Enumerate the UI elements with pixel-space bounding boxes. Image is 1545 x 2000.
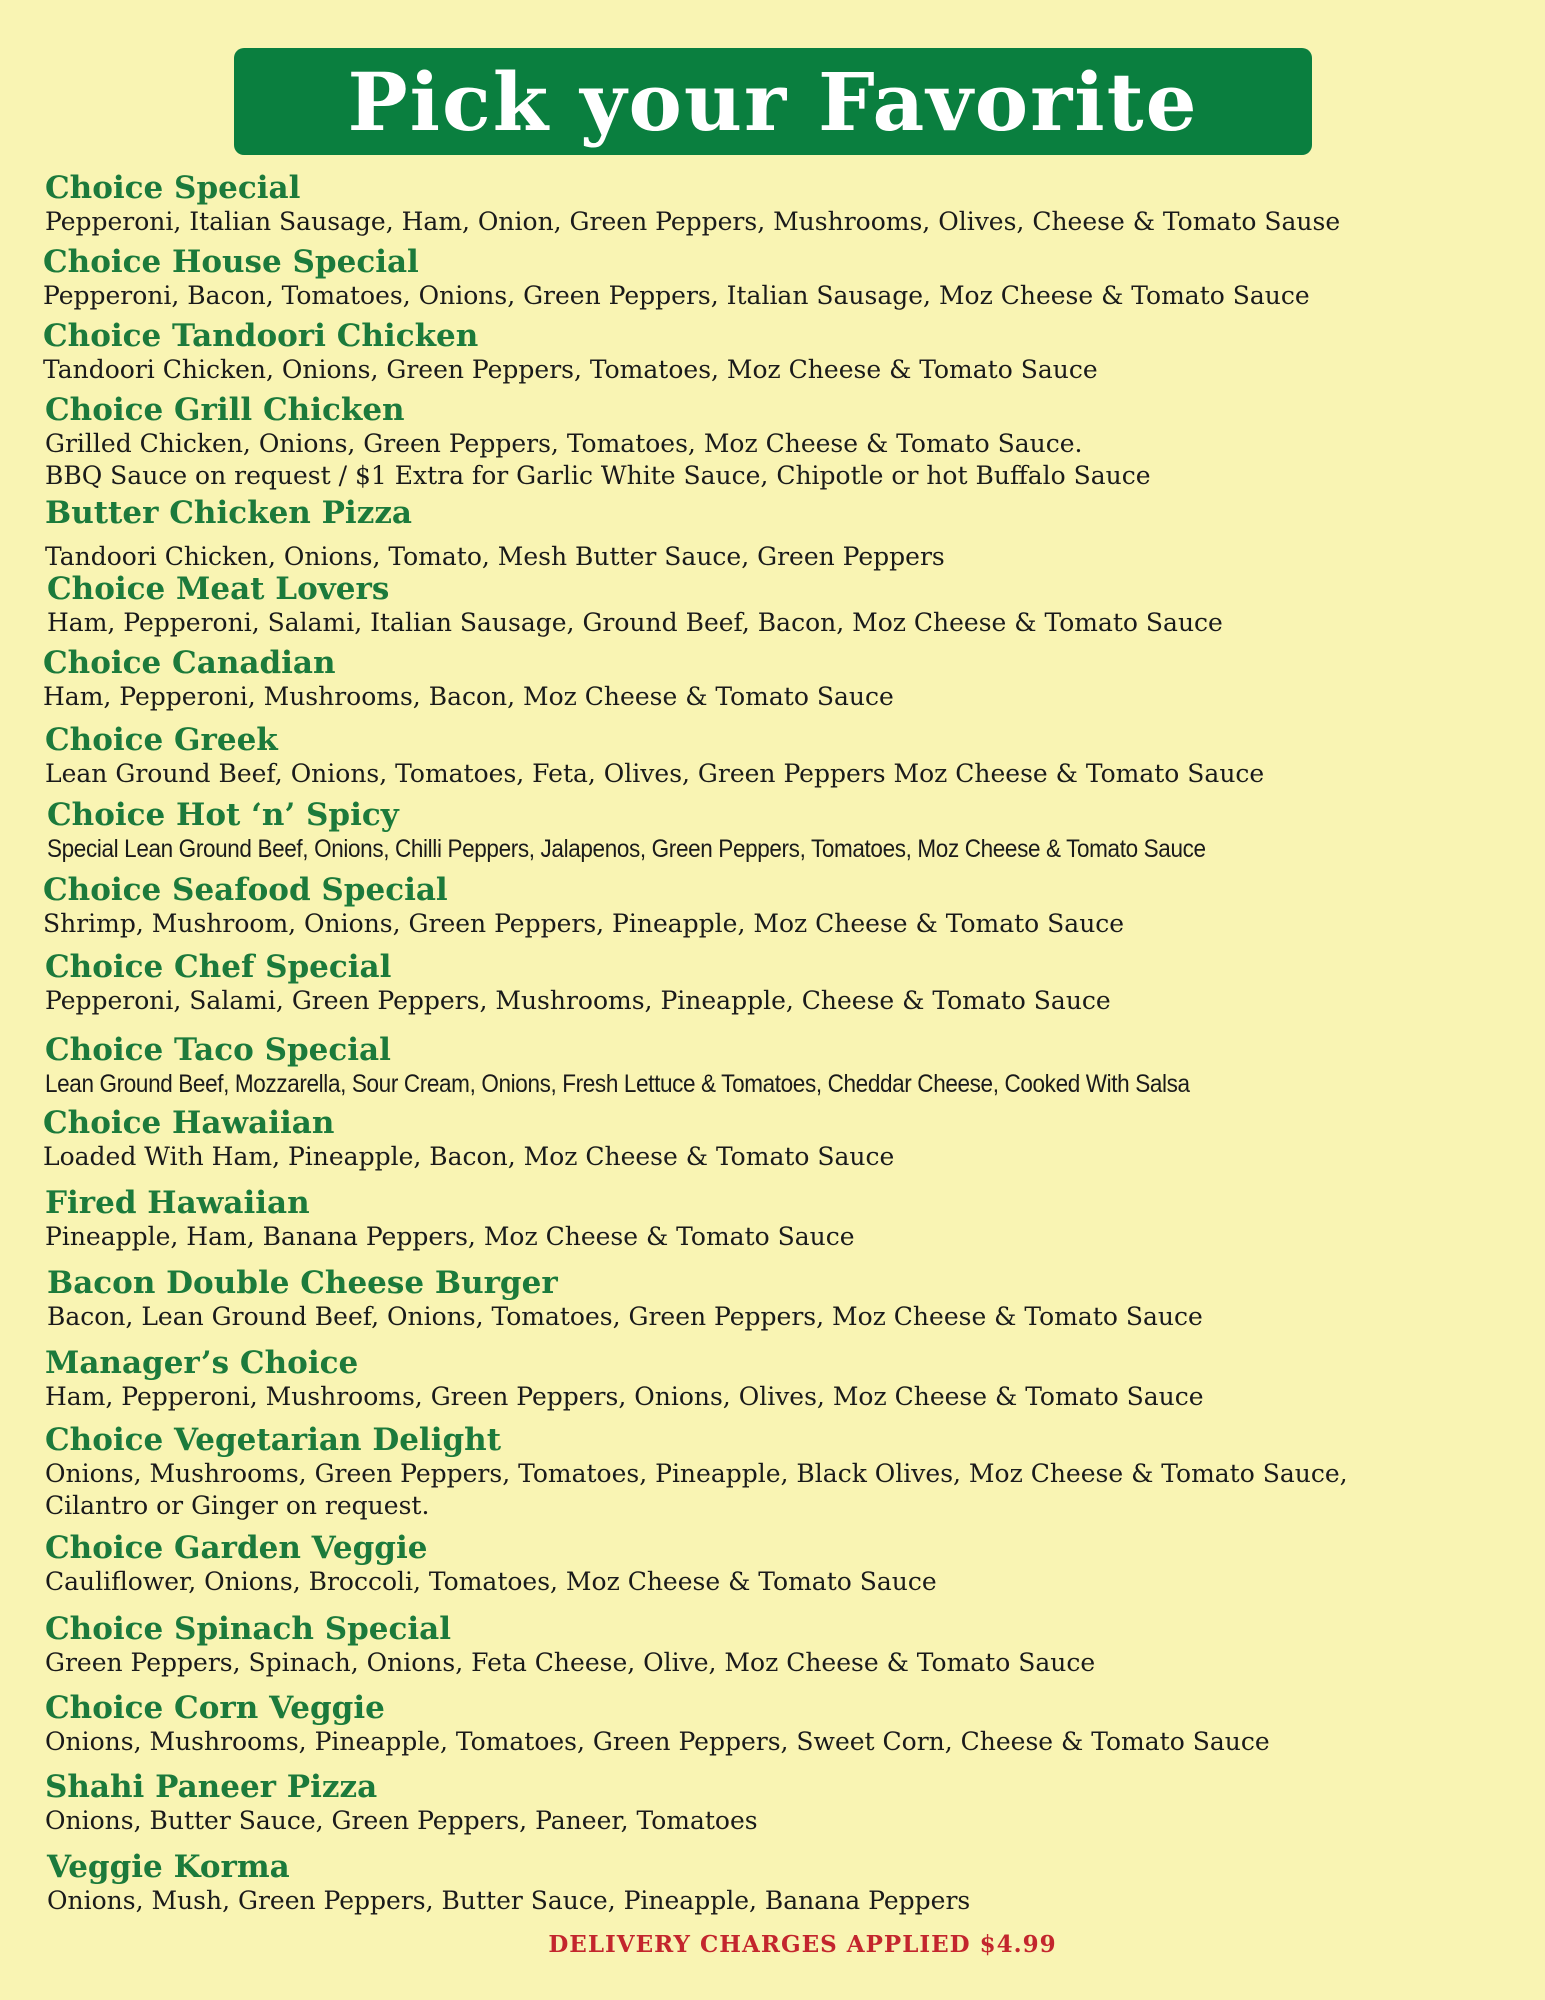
menu-item-name: Choice Vegetarian Delight [45, 1422, 502, 1458]
menu-item-description: Lean Ground Beef, Onions, Tomatoes, Feta, Olives, Green Peppers Moz Cheese & Tomato Sauce [45, 759, 1265, 788]
menu-item-name: Choice Seafood Special [43, 872, 448, 908]
menu-item-description: Bacon, Lean Ground Beef, Onions, Tomatoes, Green Peppers, Moz Cheese & Tomato Sauce [47, 1302, 1203, 1331]
menu-item-description: Pepperoni, Italian Sausage, Ham, Onion, Green Peppers, Mushrooms, Olives, Cheese & Tomato Sause [45, 207, 1341, 236]
menu-item [45, 1345, 1505, 1413]
menu-item [45, 722, 1505, 790]
menu-item-name: Choice Hawaiian [43, 1105, 335, 1141]
menu-item-description: Shrimp, Mushroom, Onions, Green Peppers, Pineapple, Moz Cheese & Tomato Sauce [43, 909, 1125, 938]
menu-item-name: Choice Tandoori Chicken [43, 318, 479, 354]
menu-item [43, 318, 1503, 386]
menu-item [45, 495, 1505, 573]
menu-item-description: Onions, Mushrooms, Green Peppers, Tomatoes, Pineapple, Black Olives, Moz Cheese & Tomato Sauce, [45, 1459, 1348, 1488]
menu-item [45, 1611, 1505, 1679]
menu-item [45, 1769, 1505, 1837]
menu-item-name: Butter Chicken Pizza [45, 495, 413, 531]
menu-item-description: Onions, Mushrooms, Pineapple, Tomatoes, Green Peppers, Sweet Corn, Cheese & Tomato Sauce [45, 1727, 1270, 1756]
menu-item-description: Tandoori Chicken, Onions, Green Peppers, Tomatoes, Moz Cheese & Tomato Sauce [43, 355, 1098, 384]
menu-item [45, 170, 1505, 238]
menu-item [45, 392, 1505, 492]
menu-item [47, 797, 1507, 865]
menu-item [43, 244, 1503, 312]
menu-item [45, 1530, 1505, 1598]
menu-item [45, 949, 1505, 1017]
menu-item-description: Lean Ground Beef, Mozzarella, Sour Cream, Onions, Fresh Lettuce & Tomatoes, Cheddar Cheese, Cooked With Salsa [45, 1070, 1190, 1098]
menu-item-description: Ham, Pepperoni, Mushrooms, Bacon, Moz Cheese & Tomato Sauce [43, 682, 894, 711]
menu-item-description: Cauliflower, Onions, Broccoli, Tomatoes, Moz Cheese & Tomato Sauce [45, 1567, 937, 1596]
menu-item-name: Choice Garden Veggie [45, 1530, 428, 1566]
menu-item-description: Green Peppers, Spinach, Onions, Feta Cheese, Olive, Moz Cheese & Tomato Sauce [45, 1648, 1096, 1677]
menu-item [43, 1105, 1503, 1173]
menu-item-description: Pepperoni, Salami, Green Peppers, Mushrooms, Pineapple, Cheese & Tomato Sauce [45, 986, 1111, 1015]
menu-item-description: Tandoori Chicken, Onions, Tomato, Mesh Butter Sauce, Green Peppers [45, 542, 945, 571]
menu-item [45, 1690, 1505, 1758]
menu-item-description: BBQ Sauce on request / $1 Extra for Garlic White Sauce, Chipotle or hot Buffalo Sauce [45, 461, 1151, 490]
menu-item [47, 1849, 1507, 1917]
menu-item [47, 1265, 1507, 1333]
delivery-charges-note: DELIVERY CHARGES APPLIED $4.99 [548, 1931, 1057, 1958]
menu-item-name: Choice Meat Lovers [47, 571, 390, 607]
menu-item-name: Choice House Special [43, 244, 419, 280]
menu-item-name: Veggie Korma [47, 1849, 290, 1885]
menu-item-description: Ham, Pepperoni, Mushrooms, Green Peppers, Onions, Olives, Moz Cheese & Tomato Sauce [45, 1382, 1204, 1411]
menu-item-name: Choice Corn Veggie [45, 1690, 385, 1726]
menu-item-name: Choice Grill Chicken [45, 392, 405, 428]
menu-item-name: Choice Hot ‘n’ Spicy [47, 797, 399, 833]
menu-item-description: Loaded With Ham, Pineapple, Bacon, Moz Cheese & Tomato Sauce [43, 1142, 895, 1171]
title-banner [234, 48, 1312, 155]
menu-item-description: Ham, Pepperoni, Salami, Italian Sausage, Ground Beef, Bacon, Moz Cheese & Tomato Sauce [47, 608, 1223, 637]
menu-item-description: Onions, Mush, Green Peppers, Butter Sauce, Pineapple, Banana Peppers [47, 1886, 971, 1915]
menu-item-name: Choice Taco Special [45, 1032, 391, 1068]
menu-item-description: Special Lean Ground Beef, Onions, Chilli Peppers, Jalapenos, Green Peppers, Tomatoes, Moz Cheese & Tomato Sauce [47, 835, 1206, 863]
menu-item [45, 1032, 1505, 1100]
menu-item-description: Onions, Butter Sauce, Green Peppers, Paneer, Tomatoes [45, 1806, 758, 1835]
menu-item [45, 1185, 1505, 1253]
menu-item [47, 571, 1507, 639]
menu-item-name: Choice Greek [45, 722, 278, 758]
menu-item-description: Cilantro or Ginger on request. [45, 1491, 430, 1520]
menu-item-description: Pepperoni, Bacon, Tomatoes, Onions, Green Peppers, Italian Sausage, Moz Cheese & Tomato Sauce [43, 281, 1310, 310]
menu-item-name: Shahi Paneer Pizza [45, 1769, 378, 1805]
menu-item-name: Choice Special [45, 170, 301, 206]
menu-item-description: Pineapple, Ham, Banana Peppers, Moz Cheese & Tomato Sauce [45, 1222, 855, 1251]
menu-item-name: Fired Hawaiian [45, 1185, 310, 1221]
menu-item-name: Manager’s Choice [45, 1345, 359, 1381]
menu-item-name: Choice Canadian [43, 645, 336, 681]
menu-item-name: Bacon Double Cheese Burger [47, 1265, 558, 1301]
menu-item-name: Choice Spinach Special [45, 1611, 452, 1647]
menu-item-name: Choice Chef Special [45, 949, 392, 985]
page-title: Pick your Favorite [347, 54, 1199, 149]
menu-item [43, 645, 1503, 713]
menu-item [45, 1422, 1505, 1522]
menu-item-description: Grilled Chicken, Onions, Green Peppers, Tomatoes, Moz Cheese & Tomato Sauce. [45, 429, 1083, 458]
menu-item [43, 872, 1503, 940]
